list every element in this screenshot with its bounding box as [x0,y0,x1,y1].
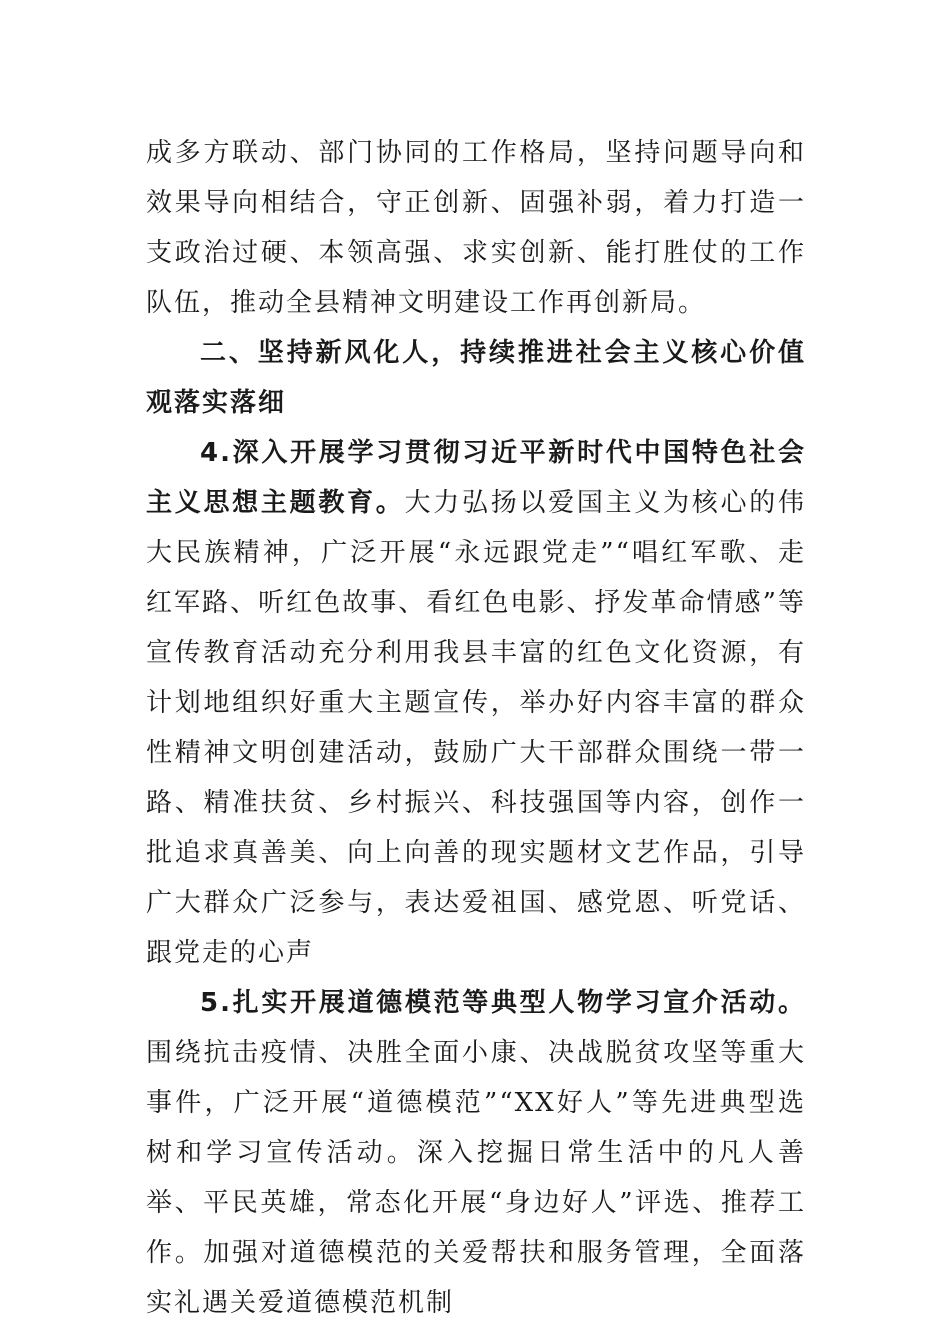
section-heading-text: 二、坚持新风化人，持续推进社会主义核心价值观落实落细 [146,338,806,418]
paragraph-item-5 [146,978,806,1328]
document-body [146,128,806,1328]
item-5-lead: 5.扎实开展道德模范等典型人物学习宣介活动。 [200,988,806,1018]
paragraph-item-4 [146,428,806,978]
item-5-body: 围绕抗击疫情、决胜全面小康、决战脱贫攻坚等重大事件，广泛开展“道德模范”“XX好人”等先进典型选树和学习宣传活动。深入挖掘日常生活中的凡人善举、平民英雄，常态化开展“身边好人”评选、推荐工作。加强对道德模范的关爱帮扶和服务管理，全面落实礼遇关爱道德模范机制 [146,1038,806,1318]
section-heading [146,328,806,428]
paragraph-continuation [146,128,806,328]
item-4-lead: 4.深入开展学习贯彻习近平新时代中国特色社会主义思想主题教育。 [146,438,806,518]
item-4-body: 大力弘扬以爱国主义为核心的伟大民族精神，广泛开展“永远跟党走”“唱红军歌、走红军路、听红色故事、看红色电影、抒发革命情感”等宣传教育活动充分利用我县丰富的红色文化资源，有计划地组织好重大主题宣传，举办好内容丰富的群众性精神文明创建活动，鼓励广大干部群众围绕一带一路、精准扶贫、乡村振兴、科技强国等内容，创作一批追求真善美、向上向善的现实题材文艺作品，引导广大群众广泛参与，表达爱祖国、感党恩、听党话、跟党走的心声 [146,488,806,968]
paragraph-text: 成多方联动、部门协同的工作格局，坚持问题导向和效果导向相结合，守正创新、固强补弱，着力打造一支政治过硬、本领高强、求实创新、能打胜仗的工作队伍，推动全县精神文明建设工作再创新局。 [146,138,806,318]
